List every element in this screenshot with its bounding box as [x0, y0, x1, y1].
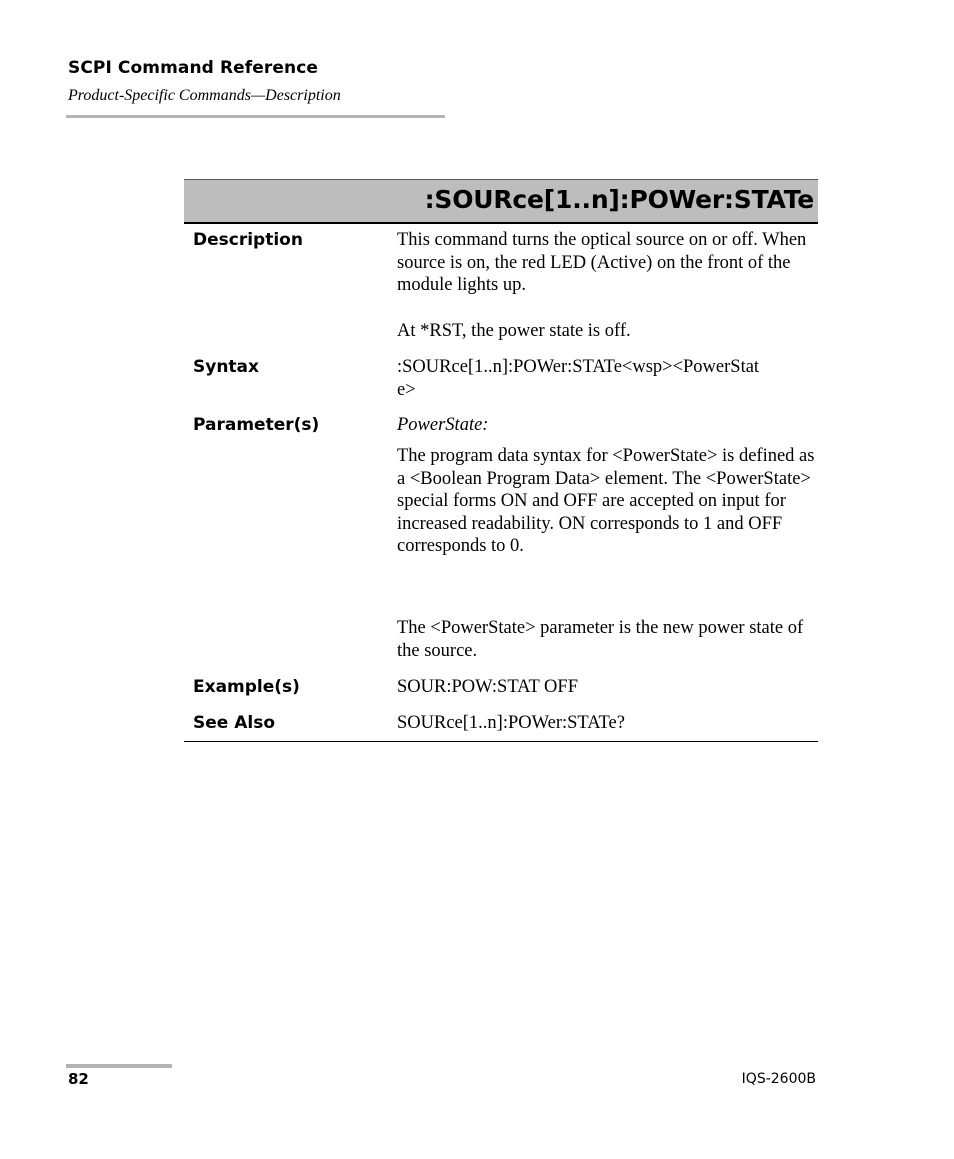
running-header-title: SCPI Command Reference: [68, 58, 319, 78]
footer-divider: [66, 1064, 172, 1068]
table-bottom-rule: [184, 741, 818, 742]
command-title-bar: [184, 179, 818, 224]
product-name: IQS-2600B: [741, 1071, 816, 1087]
parameter-name: PowerState:: [397, 415, 489, 435]
command-title: :SOURce[1..n]:POWer:STATe: [424, 185, 814, 214]
examples-text: SOUR:POW:STAT OFF: [397, 677, 578, 697]
header-divider: [66, 115, 445, 118]
see-also-text: SOURce[1..n]:POWer:STATe?: [397, 713, 625, 733]
syntax-line-1: :SOURce[1..n]:POWer:STATe<wsp><PowerStat: [397, 357, 760, 377]
syntax-text: [397, 356, 815, 401]
examples-label: Example(s): [193, 677, 300, 697]
description-label: Description: [193, 230, 303, 250]
parameter-meaning: The <PowerState> parameter is the new power state of the source.: [397, 618, 804, 661]
running-header-subtitle: Product-Specific Commands—Description: [68, 87, 341, 104]
description-text: This command turns the optical source on or off. When source is on, the red LED (Active) on the front of the module lights up.: [397, 230, 807, 296]
description-rst-text: At *RST, the power state is off.: [397, 321, 631, 341]
see-also-label: See Also: [193, 713, 276, 733]
parameters-label: Parameter(s): [193, 415, 320, 435]
page-number: 82: [68, 1070, 89, 1088]
parameter-description: The program data syntax for <PowerState> is defined as a <Boolean Program Data> element. The <PowerState> special forms ON and OFF are accepted on input for increased readability. ON corresponds to 1 and OFF corresponds to 0.: [397, 446, 815, 557]
syntax-line-2: e>: [397, 379, 416, 400]
syntax-label: Syntax: [193, 357, 259, 377]
